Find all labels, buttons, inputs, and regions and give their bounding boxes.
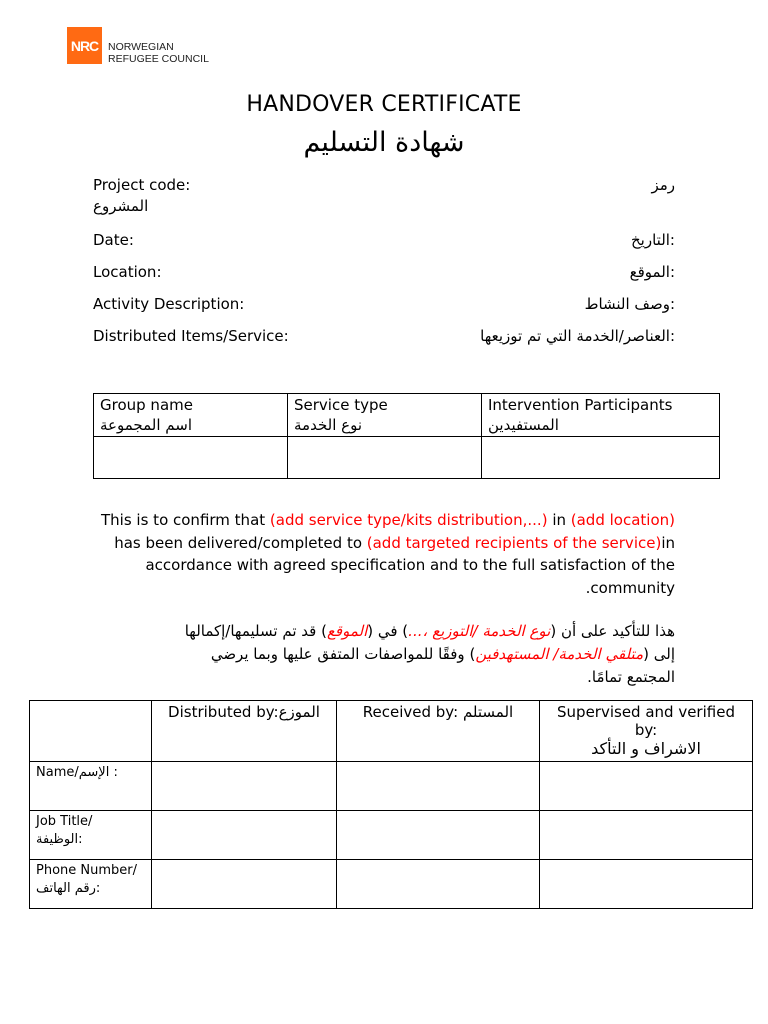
field-label-ar: :العناصر/الخدمة التي تم توزيعها: [480, 327, 675, 345]
placeholder-recipients-ar: متلقي الخدمة/ المستهدفين: [475, 645, 644, 663]
received-job-cell[interactable]: [337, 811, 540, 860]
received-name-cell[interactable]: [337, 762, 540, 811]
confirmation-line: .community: [585, 578, 675, 597]
header-en: Service type: [294, 396, 388, 414]
logo-line-2: REFUGEE COUNCIL: [108, 53, 209, 65]
supervised-name-cell[interactable]: [540, 762, 753, 811]
participants-cell[interactable]: [482, 437, 720, 479]
field-label-en: Project code:: [93, 176, 191, 194]
service-type-header: [288, 394, 482, 437]
text: هذا للتأكيد على أن (: [550, 622, 675, 640]
signature-row-name: [30, 762, 753, 811]
field-label-ar-line2: المشروع: [93, 197, 149, 215]
field-label-en: Activity Description:: [93, 295, 245, 313]
confirmation-line: [93, 643, 675, 666]
header-ar: الاشراف و التأكد: [591, 739, 701, 758]
row-label-phone: [30, 860, 152, 909]
confirmation-line: [93, 620, 675, 643]
header-en: Intervention Participants: [488, 396, 673, 414]
text: has been delivered/completed to: [114, 533, 367, 552]
received-phone-cell[interactable]: [337, 860, 540, 909]
supervised-by-header: [540, 701, 753, 762]
confirmation-line: accordance with agreed specification and to the full satisfaction of the: [145, 556, 675, 574]
confirmation-line: [93, 509, 675, 532]
distributed-name-cell[interactable]: [152, 762, 337, 811]
service-type-cell[interactable]: [288, 437, 482, 479]
signature-header-row: [30, 701, 753, 762]
field-label-en: Distributed Items/Service:: [93, 327, 289, 345]
distributed-phone-cell[interactable]: [152, 860, 337, 909]
confirmation-line: المجتمع تمامًا.: [587, 668, 675, 686]
header-ar: المستفيدين: [488, 416, 559, 434]
signature-table: [29, 700, 753, 909]
supervised-job-cell[interactable]: [540, 811, 753, 860]
header-ar: الموزع: [278, 703, 320, 721]
group-name-header: [94, 394, 288, 437]
header-ar: المستلم: [462, 703, 514, 721]
supervised-phone-cell[interactable]: [540, 860, 753, 909]
group-name-cell[interactable]: [94, 437, 288, 479]
distributed-job-cell[interactable]: [152, 811, 337, 860]
label-line: Phone Number/: [36, 863, 138, 878]
page-title-arabic: شهادة التسليم: [303, 127, 465, 158]
group-table-header-row: [94, 394, 720, 437]
empty-corner-cell: [30, 701, 152, 762]
confirmation-paragraph-en: [93, 509, 675, 599]
participants-header: [482, 394, 720, 437]
confirmation-paragraph-ar: [93, 620, 675, 689]
signature-row-phone: [30, 860, 753, 909]
text: in: [661, 533, 675, 552]
nrc-logo-text: [108, 41, 209, 65]
signature-row-job-title: [30, 811, 753, 860]
label-line: Job Title/: [36, 814, 93, 829]
header-ar: نوع الخدمة: [294, 416, 363, 434]
header-en: Received by:: [362, 703, 459, 721]
field-label-en: Location:: [93, 263, 162, 281]
distributed-by-header: [152, 701, 337, 762]
text: ) قد تم تسليمها/إكمالها: [184, 622, 327, 640]
label-line: رقم الهاتف:: [36, 881, 101, 896]
field-label-en: Date:: [93, 231, 134, 249]
placeholder-service-type-ar: نوع الخدمة /التوزيع ،...: [408, 622, 551, 640]
placeholder-location: (add location): [570, 511, 675, 529]
header-en: Group name: [100, 396, 193, 414]
received-by-header: [337, 701, 540, 762]
label-line: الوظيفة:: [36, 832, 83, 847]
field-label-ar: :الموقع: [629, 263, 675, 281]
row-label-job-title: [30, 811, 152, 860]
field-label-ar: :التاريخ: [631, 231, 675, 249]
text: in: [547, 511, 571, 529]
header-en: Distributed by:: [168, 703, 279, 721]
page-title-english: HANDOVER CERTIFICATE: [246, 92, 522, 117]
confirmation-line: [93, 532, 675, 555]
row-label-name: [30, 762, 152, 811]
text: إلى (: [643, 645, 675, 663]
header-ar: اسم المجموعة: [100, 416, 192, 434]
group-table-empty-row: [94, 437, 720, 479]
label-line: Name/الإسم :: [36, 765, 118, 780]
field-label-ar: رمز: [651, 176, 675, 194]
field-label-ar: :وصف النشاط: [584, 295, 675, 313]
text: This is to confirm that: [101, 511, 270, 529]
logo-line-1: NORWEGIAN: [108, 41, 174, 53]
text: ) وفقًا للمواصفات المتفق عليها وبما يرضي: [210, 645, 476, 663]
header-en: Supervised and verified by:: [557, 703, 735, 739]
text: ) في (: [367, 622, 409, 640]
group-table: [93, 393, 720, 479]
placeholder-service-type: (add service type/kits distribution,...): [269, 511, 548, 529]
placeholder-location-ar: الموقع: [326, 622, 368, 640]
nrc-logo-mark: NRC: [67, 27, 102, 64]
placeholder-recipients: (add targeted recipients of the service): [366, 533, 662, 552]
